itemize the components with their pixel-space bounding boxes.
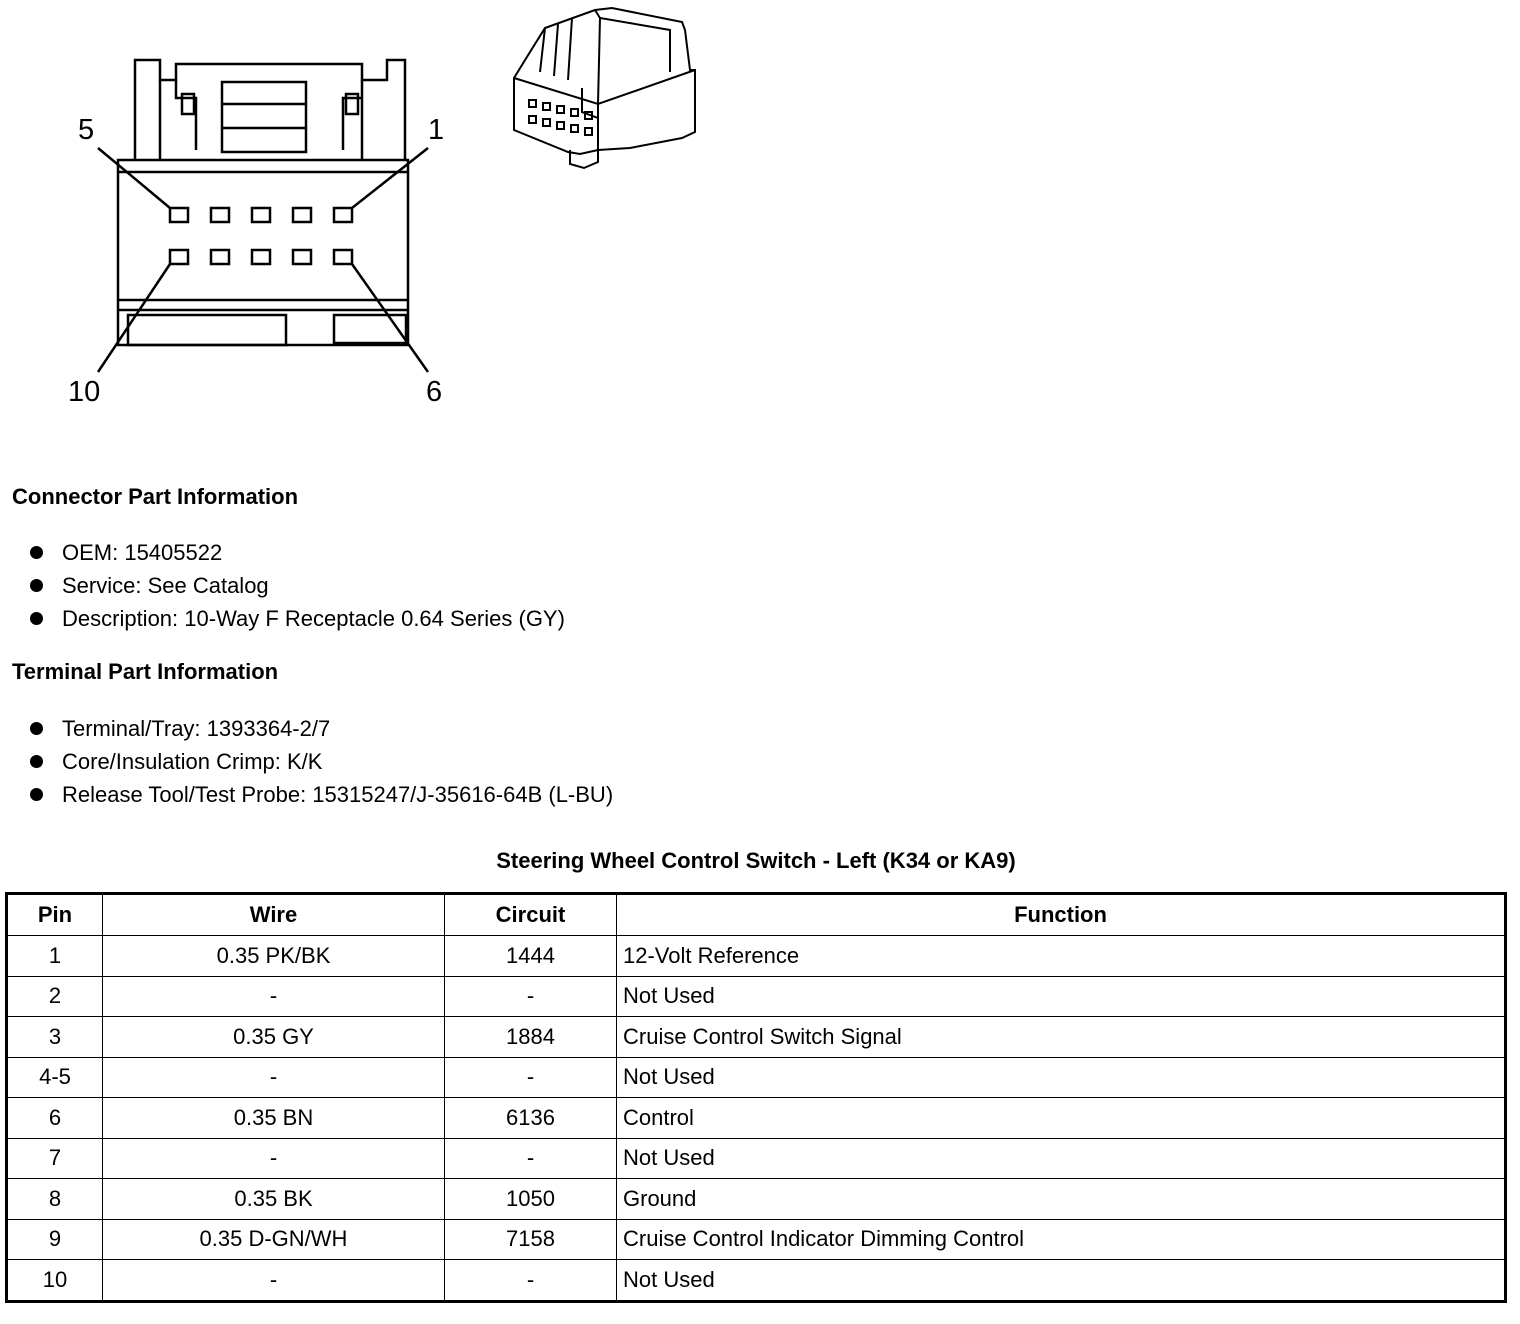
- column-header-pin: Pin: [7, 894, 103, 936]
- function-cell: Not Used: [617, 1057, 1506, 1098]
- connector-isometric-illustration: [500, 0, 710, 175]
- bullet-icon: [30, 579, 43, 592]
- leader-line: [352, 148, 428, 208]
- function-cell: Not Used: [617, 1260, 1506, 1302]
- list-item: Description: 10-Way F Receptacle 0.64 Series (GY): [28, 602, 565, 635]
- connector-info-list: [28, 536, 565, 635]
- table-row: [7, 1098, 1506, 1139]
- leader-line: [352, 264, 428, 372]
- pin-cell: 9: [7, 1219, 103, 1260]
- pinout-table: [5, 892, 1507, 1303]
- terminal-info-heading: Terminal Part Information: [12, 659, 279, 684]
- pin-cell: 7: [7, 1138, 103, 1179]
- circuit-cell: 6136: [445, 1098, 617, 1139]
- list-item: Service: See Catalog: [28, 569, 565, 602]
- function-cell: Not Used: [617, 1138, 1506, 1179]
- table-row: [7, 1219, 1506, 1260]
- bullet-icon: [30, 612, 43, 625]
- wire-cell: 0.35 BN: [103, 1098, 445, 1139]
- function-cell: Cruise Control Switch Signal: [617, 1017, 1506, 1058]
- pin-cell: 10: [7, 1260, 103, 1302]
- column-header-circuit: Circuit: [445, 894, 617, 936]
- pin-label-5: 5: [78, 114, 95, 146]
- pin-cell: 1: [7, 936, 103, 977]
- table-header-row: [7, 894, 1506, 936]
- wire-cell: 0.35 GY: [103, 1017, 445, 1058]
- pin-cavity: [252, 250, 270, 264]
- circuit-cell: 1050: [445, 1179, 617, 1220]
- pin-cavity: [252, 208, 270, 222]
- wire-cell: -: [103, 976, 445, 1017]
- function-cell: Not Used: [617, 976, 1506, 1017]
- connector-info-heading: Connector Part Information: [12, 484, 299, 509]
- pin-cell: 4-5: [7, 1057, 103, 1098]
- table-row: [7, 1179, 1506, 1220]
- circuit-cell: -: [445, 1260, 617, 1302]
- table-row: [7, 1017, 1506, 1058]
- pin-cavity: [334, 208, 352, 222]
- table-row: [7, 936, 1506, 977]
- pin-cavity: [334, 250, 352, 264]
- list-item: Release Tool/Test Probe: 15315247/J-35616-64B (L-BU): [28, 778, 613, 811]
- function-cell: Cruise Control Indicator Dimming Control: [617, 1219, 1506, 1260]
- function-cell: Ground: [617, 1179, 1506, 1220]
- pin-label-6: 6: [426, 376, 443, 408]
- function-cell: 12-Volt Reference: [617, 936, 1506, 977]
- pin-cell: 2: [7, 976, 103, 1017]
- wire-cell: 0.35 D-GN/WH: [103, 1219, 445, 1260]
- circuit-cell: -: [445, 976, 617, 1017]
- list-item: OEM: 15405522: [28, 536, 565, 569]
- leader-line: [98, 264, 170, 372]
- pin-cell: 3: [7, 1017, 103, 1058]
- function-cell: Control: [617, 1098, 1506, 1139]
- pin-cell: 8: [7, 1179, 103, 1220]
- list-item: Core/Insulation Crimp: K/K: [28, 745, 613, 778]
- circuit-cell: 7158: [445, 1219, 617, 1260]
- bullet-icon: [30, 546, 43, 559]
- circuit-cell: 1444: [445, 936, 617, 977]
- table-row: [7, 1138, 1506, 1179]
- pin-cavity: [211, 208, 229, 222]
- pin-cavity: [211, 250, 229, 264]
- pin-label-10: 10: [68, 376, 101, 408]
- bullet-icon: [30, 788, 43, 801]
- table-title: Steering Wheel Control Switch - Left (K34 or KA9): [496, 848, 1016, 873]
- pin-label-1: 1: [428, 114, 445, 146]
- circuit-cell: -: [445, 1057, 617, 1098]
- list-item: Terminal/Tray: 1393364-2/7: [28, 712, 613, 745]
- table-row: [7, 1057, 1506, 1098]
- pin-cavity: [293, 250, 311, 264]
- column-header-function: Function: [617, 894, 1506, 936]
- pin-cavity: [170, 250, 188, 264]
- wire-cell: -: [103, 1057, 445, 1098]
- circuit-cell: -: [445, 1138, 617, 1179]
- circuit-cell: 1884: [445, 1017, 617, 1058]
- column-header-wire: Wire: [103, 894, 445, 936]
- terminal-info-list: [28, 712, 613, 811]
- wire-cell: -: [103, 1260, 445, 1302]
- table-row: [7, 1260, 1506, 1302]
- wire-cell: 0.35 BK: [103, 1179, 445, 1220]
- connector-face-diagram: [0, 0, 470, 430]
- bullet-icon: [30, 722, 43, 735]
- wire-cell: -: [103, 1138, 445, 1179]
- pin-cell: 6: [7, 1098, 103, 1139]
- wire-cell: 0.35 PK/BK: [103, 936, 445, 977]
- pin-cavity: [293, 208, 311, 222]
- table-row: [7, 976, 1506, 1017]
- pin-cavity: [170, 208, 188, 222]
- bullet-icon: [30, 755, 43, 768]
